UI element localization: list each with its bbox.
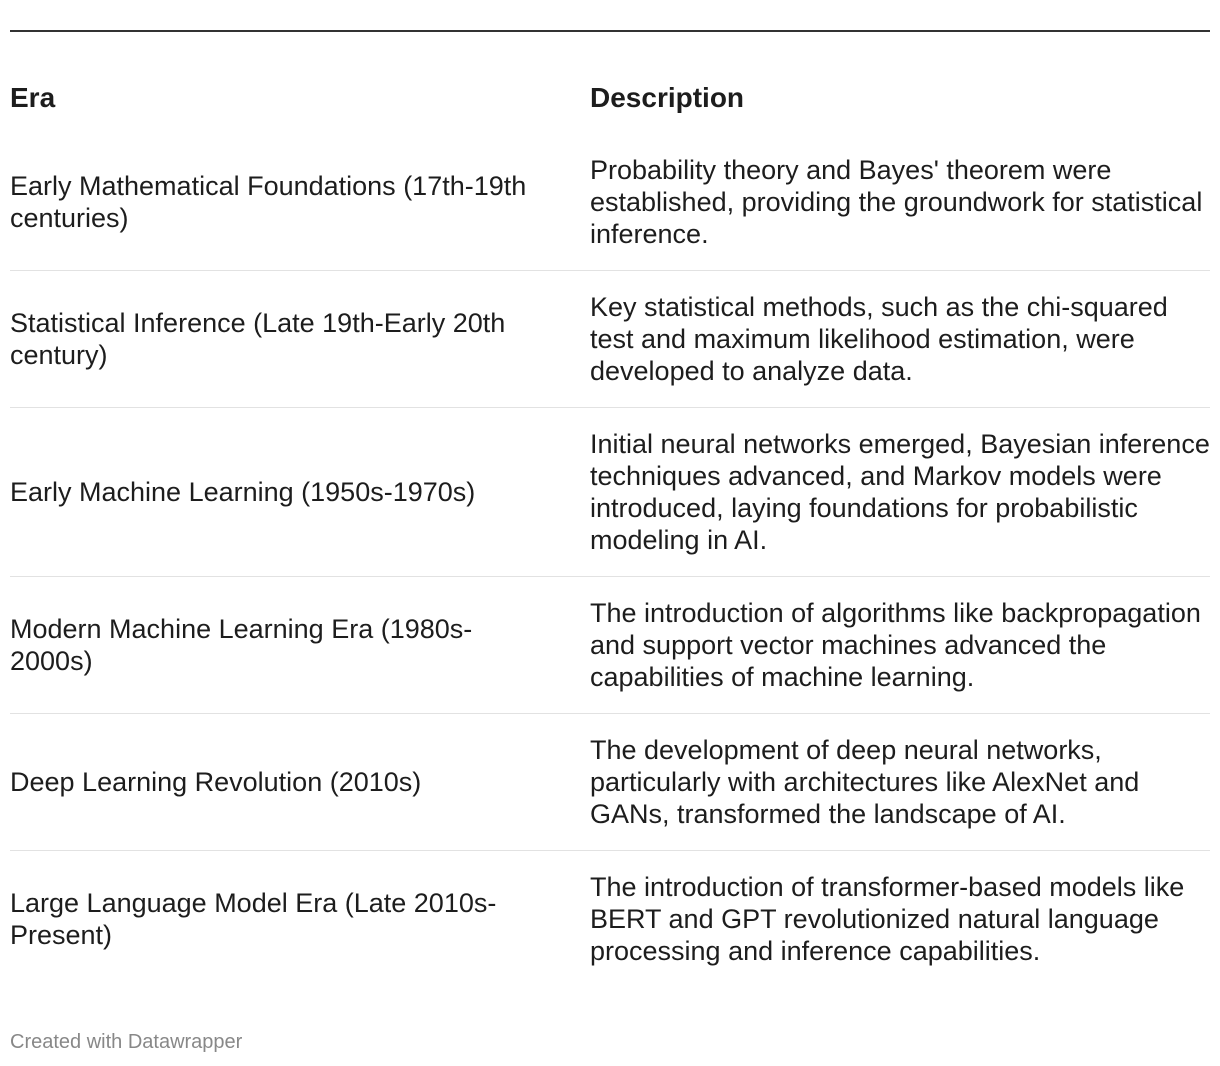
table-row bbox=[10, 851, 1210, 988]
era-cell: Early Mathematical Foundations (17th-19th centuries) bbox=[10, 134, 590, 271]
description-cell: Probability theory and Bayes' theorem were established, providing the groundwork for statistical inference. bbox=[590, 134, 1210, 271]
column-header-description: Description bbox=[590, 82, 745, 113]
description-cell: The introduction of transformer-based models like BERT and GPT revolutionized natural language processing and inference capabilities. bbox=[590, 872, 1185, 966]
era-cell: Early Machine Learning (1950s-1970s) bbox=[10, 408, 590, 577]
era-cell: Statistical Inference (Late 19th-Early 20th century) bbox=[10, 271, 590, 408]
description-cell: The development of deep neural networks, particularly with architectures like AlexNet and GANs, transformed the landscape of AI. bbox=[590, 714, 1210, 851]
era-cell: Deep Learning Revolution (2010s) bbox=[10, 714, 590, 851]
description-cell: The introduction of algorithms like backpropagation and support vector machines advanced the capabilities of machine learning. bbox=[590, 577, 1210, 714]
datawrapper-credit-link[interactable]: Created with Datawrapper bbox=[10, 1031, 243, 1053]
table-header-row bbox=[10, 62, 1210, 134]
table-row bbox=[10, 134, 1210, 271]
era-cell: Large Language Model Era (Late 2010s-Present) bbox=[10, 888, 497, 950]
table-row bbox=[10, 577, 1210, 714]
table-row bbox=[10, 271, 1210, 408]
era-cell: Modern Machine Learning Era (1980s-2000s) bbox=[10, 577, 590, 714]
table-row bbox=[10, 714, 1210, 851]
top-rule bbox=[10, 30, 1210, 32]
table-row bbox=[10, 408, 1210, 577]
description-cell: Key statistical methods, such as the chi-squared test and maximum likelihood estimation, were developed to analyze data. bbox=[590, 271, 1210, 408]
description-cell: Initial neural networks emerged, Bayesian inference techniques advanced, and Markov models were introduced, laying foundations for probabilistic modeling in AI. bbox=[590, 408, 1210, 577]
era-table bbox=[10, 62, 1210, 987]
column-header-era: Era bbox=[10, 82, 56, 113]
